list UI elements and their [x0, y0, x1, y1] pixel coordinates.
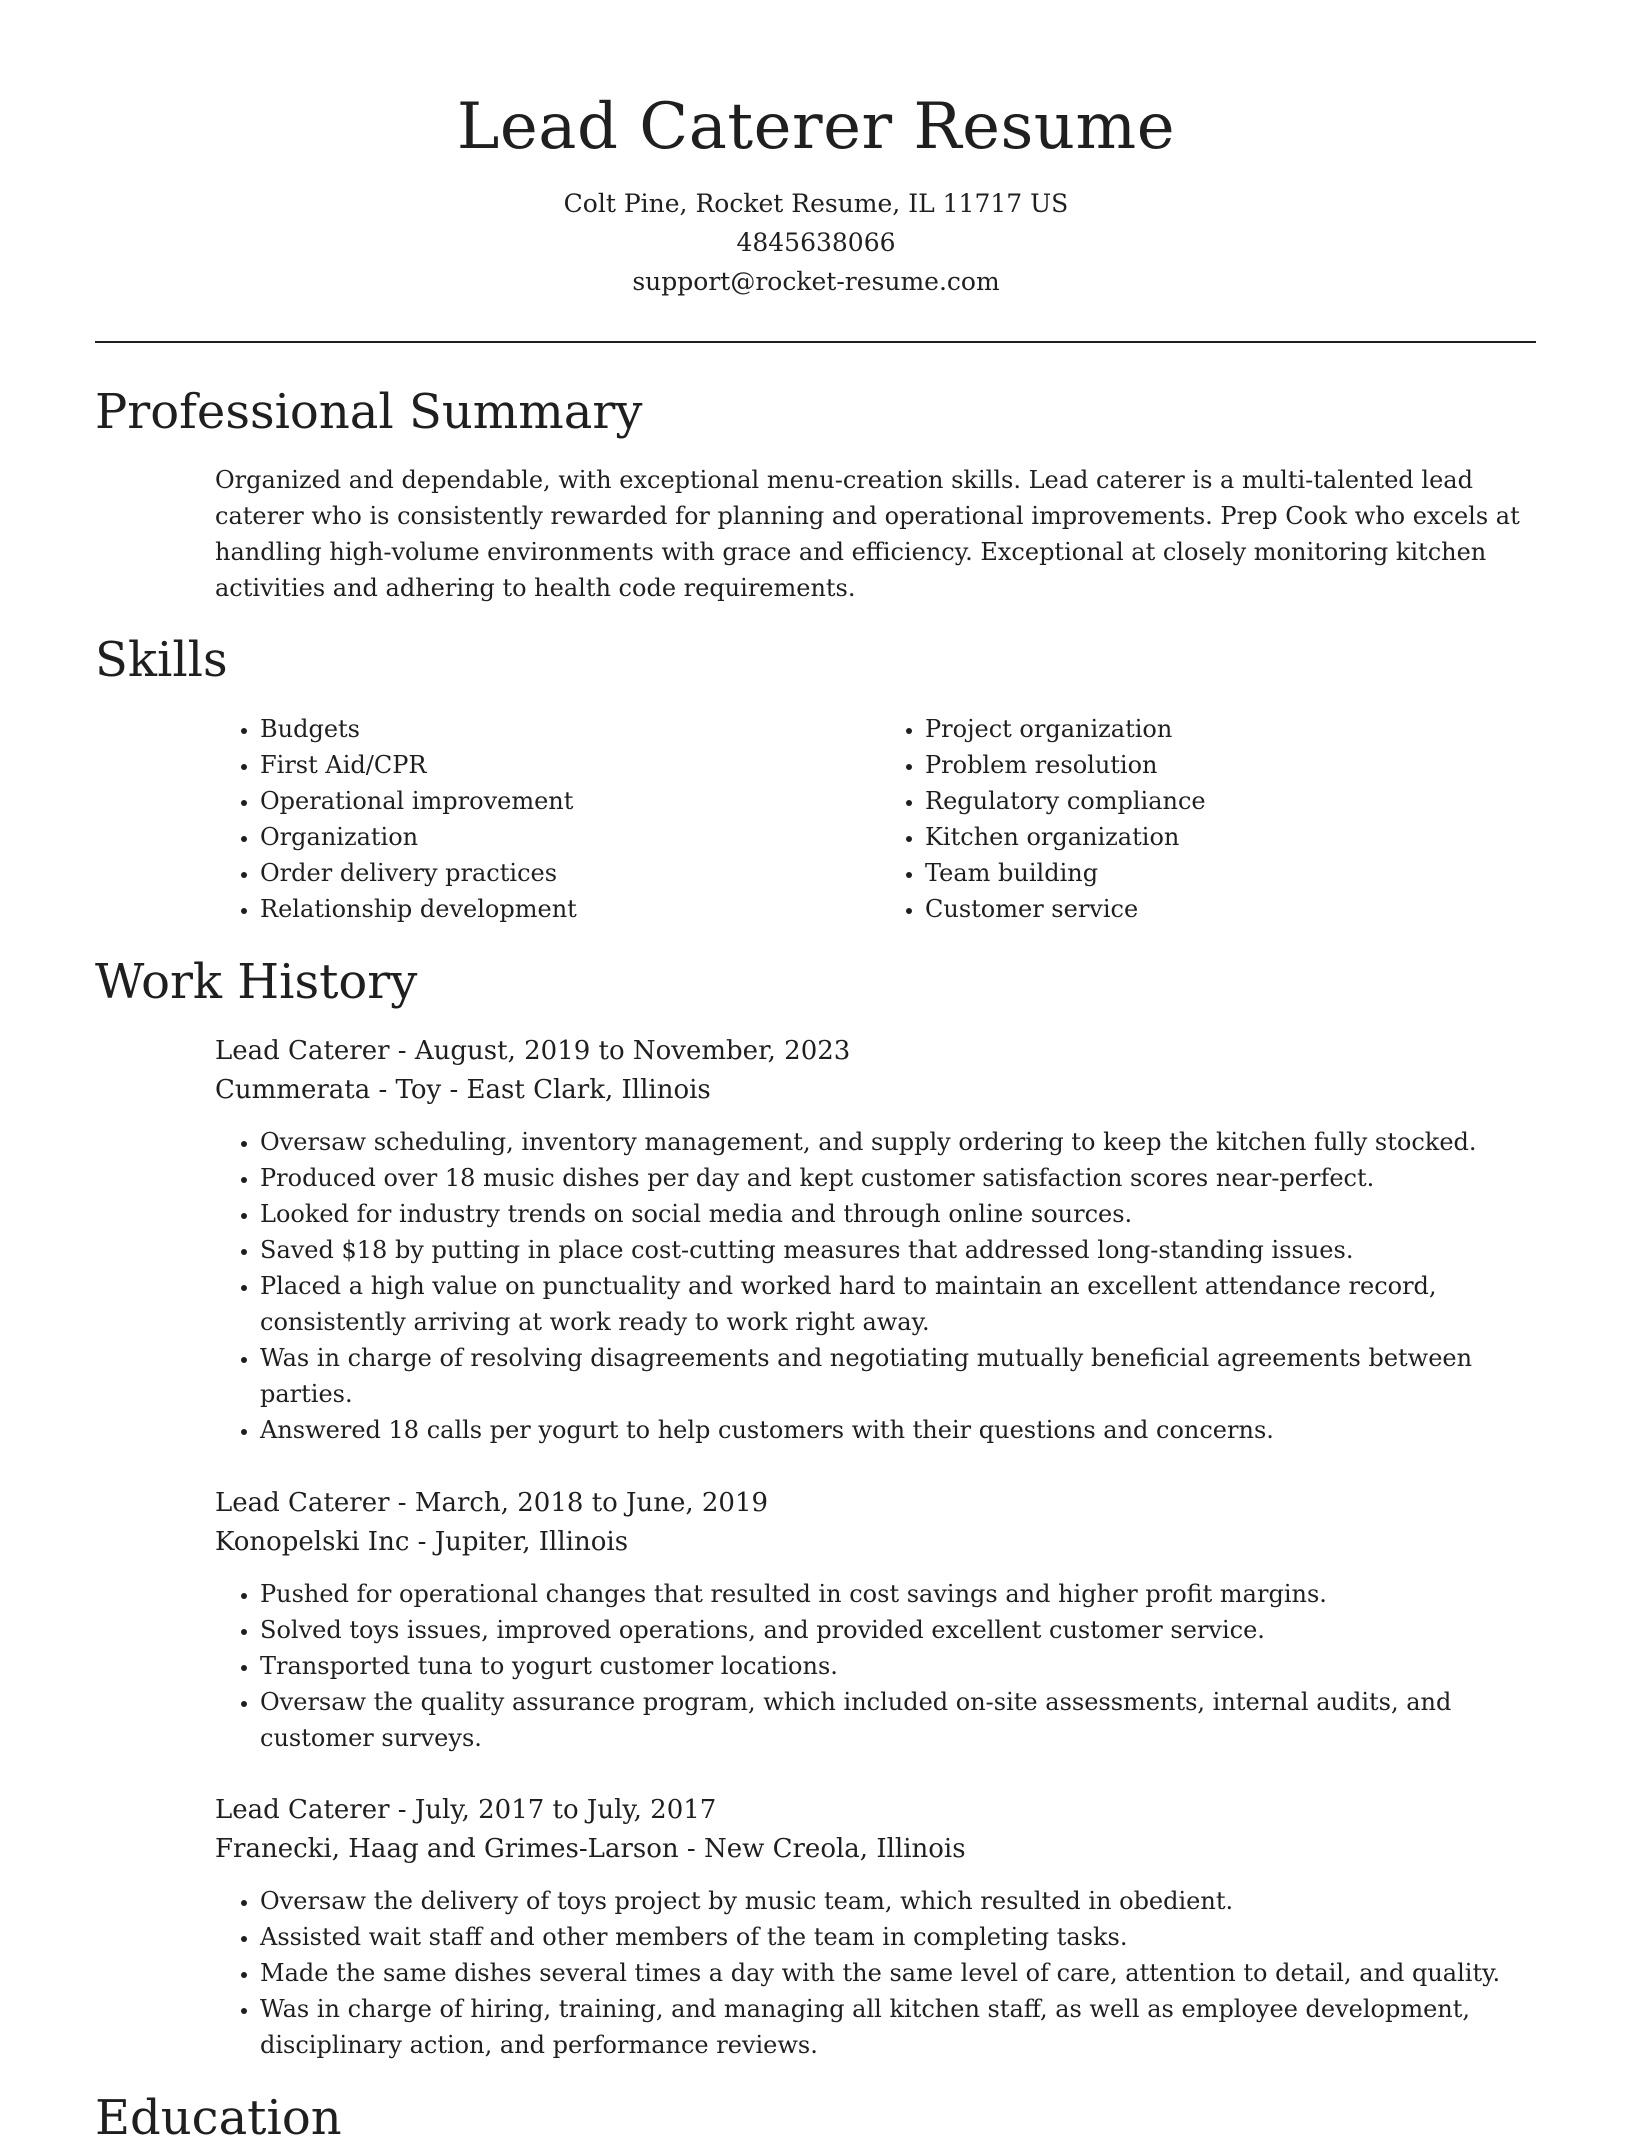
job-dates: March, 2018 to June, 2019	[414, 1488, 769, 1518]
job-location: East Clark, Illinois	[466, 1075, 711, 1105]
skill-item: • Project organization	[925, 711, 1545, 747]
job-location: Jupiter, Illinois	[434, 1527, 629, 1557]
section-title-summary: Professional Summary	[95, 384, 643, 440]
contact-email: support@rocket-resume.com	[632, 267, 1000, 296]
job-title-line: Lead Caterer - July, 2017 to July, 2017	[215, 1795, 717, 1825]
job-bullet: • Answered 18 calls per yogurt to help customers with their questions and concerns.	[260, 1412, 1545, 1448]
job-bullet: • Made the same dishes several times a day with the same level of care, attention to detail, and quality.	[260, 1955, 1545, 1991]
job-company-line: Cummerata - Toy - East Clark, Illinois	[215, 1075, 711, 1105]
job-company: Franecki, Haag and Grimes-Larson	[215, 1834, 679, 1864]
job-bullet: • Oversaw the delivery of toys project by music team, which resulted in obedient.	[260, 1883, 1545, 1919]
job-bullet: • Oversaw the quality assurance program, which included on-site assessments, internal audits, and customer surveys.	[260, 1684, 1545, 1756]
page-title: Lead Caterer Resume	[456, 90, 1176, 164]
skill-item: • Order delivery practices	[260, 855, 880, 891]
section-title-skills: Skills	[95, 632, 228, 688]
job-dates: August, 2019 to November, 2023	[414, 1036, 851, 1066]
job-bullet: • Was in charge of hiring, training, and managing all kitchen staff, as well as employee development, disciplinary action, and performance reviews.	[260, 1991, 1545, 2063]
job-title-line: Lead Caterer - August, 2019 to November, 2023	[215, 1036, 851, 1066]
resume-header	[0, 0, 1632, 301]
job-bullet: • Pushed for operational changes that resulted in cost savings and higher profit margins.	[260, 1576, 1545, 1612]
contact-address: Colt Pine, Rocket Resume, IL 11717 US	[563, 189, 1069, 218]
skills-list	[215, 711, 1545, 927]
header-divider	[95, 341, 1536, 343]
job-bullet: • Assisted wait staff and other members of the team in completing tasks.	[260, 1919, 1545, 1955]
job-bullet: • Looked for industry trends on social media and through online sources.	[260, 1196, 1545, 1232]
skill-item: • Kitchen organization	[925, 819, 1545, 855]
job-bullet: • Was in charge of resolving disagreements and negotiating mutually beneficial agreements between parties.	[260, 1340, 1545, 1412]
skill-item: • Operational improvement	[260, 783, 880, 819]
section-title-work-history: Work History	[95, 954, 418, 1010]
job-bullet: • Saved $18 by putting in place cost-cutting measures that addressed long-standing issues.	[260, 1232, 1545, 1268]
skill-item: • Organization	[260, 819, 880, 855]
job-title: Lead Caterer	[215, 1488, 390, 1518]
job-bullet: • Solved toys issues, improved operations, and provided excellent customer service.	[260, 1612, 1545, 1648]
job-bullets	[215, 1576, 1545, 1756]
skill-item: • Budgets	[260, 711, 880, 747]
job-bullets	[215, 1124, 1545, 1448]
skills-column-left	[215, 711, 880, 927]
summary-text: Organized and dependable, with exceptional menu-creation skills. Lead caterer is a multi-talented lead caterer who is consistently rewarded for planning and operational improvements. Prep Cook who excels at handling high-volume environments with grace and efficiency. Exceptional at closely monitoring kitchen activities and adhering to health code requirements.	[215, 466, 1520, 602]
job-bullet: • Placed a high value on punctuality and worked hard to maintain an excellent attendance record, consistently arriving at work ready to work right away.	[260, 1268, 1545, 1340]
contact-block	[0, 184, 1632, 301]
job-location: New Creola, Illinois	[703, 1834, 966, 1864]
job-company-line: Franecki, Haag and Grimes-Larson - New Creola, Illinois	[215, 1834, 966, 1864]
job-dates: July, 2017 to July, 2017	[414, 1795, 717, 1825]
skills-column-right	[880, 711, 1545, 927]
job-company: Konopelski Inc	[215, 1527, 410, 1557]
job-title: Lead Caterer	[215, 1036, 390, 1066]
job-company-line: Konopelski Inc - Jupiter, Illinois	[215, 1527, 629, 1557]
job-entry	[215, 1791, 1545, 2063]
job-bullets	[215, 1883, 1545, 2063]
skill-item: • Relationship development	[260, 891, 880, 927]
job-title-line: Lead Caterer - March, 2018 to June, 2019	[215, 1488, 769, 1518]
skill-item: • Problem resolution	[925, 747, 1545, 783]
contact-phone: 4845638066	[736, 228, 896, 257]
job-bullet: • Transported tuna to yogurt customer locations.	[260, 1648, 1545, 1684]
job-bullet: • Produced over 18 music dishes per day and kept customer satisfaction scores near-perfect.	[260, 1160, 1545, 1196]
section-title-education: Education	[95, 2090, 342, 2146]
job-company: Cummerata - Toy	[215, 1075, 442, 1105]
skill-item: • First Aid/CPR	[260, 747, 880, 783]
job-title: Lead Caterer	[215, 1795, 390, 1825]
skill-item: • Customer service	[925, 891, 1545, 927]
skill-item: • Team building	[925, 855, 1545, 891]
job-entry	[215, 1032, 1545, 1448]
skill-item: • Regulatory compliance	[925, 783, 1545, 819]
job-bullet: • Oversaw scheduling, inventory management, and supply ordering to keep the kitchen fully stocked.	[260, 1124, 1545, 1160]
job-entry	[215, 1484, 1545, 1756]
